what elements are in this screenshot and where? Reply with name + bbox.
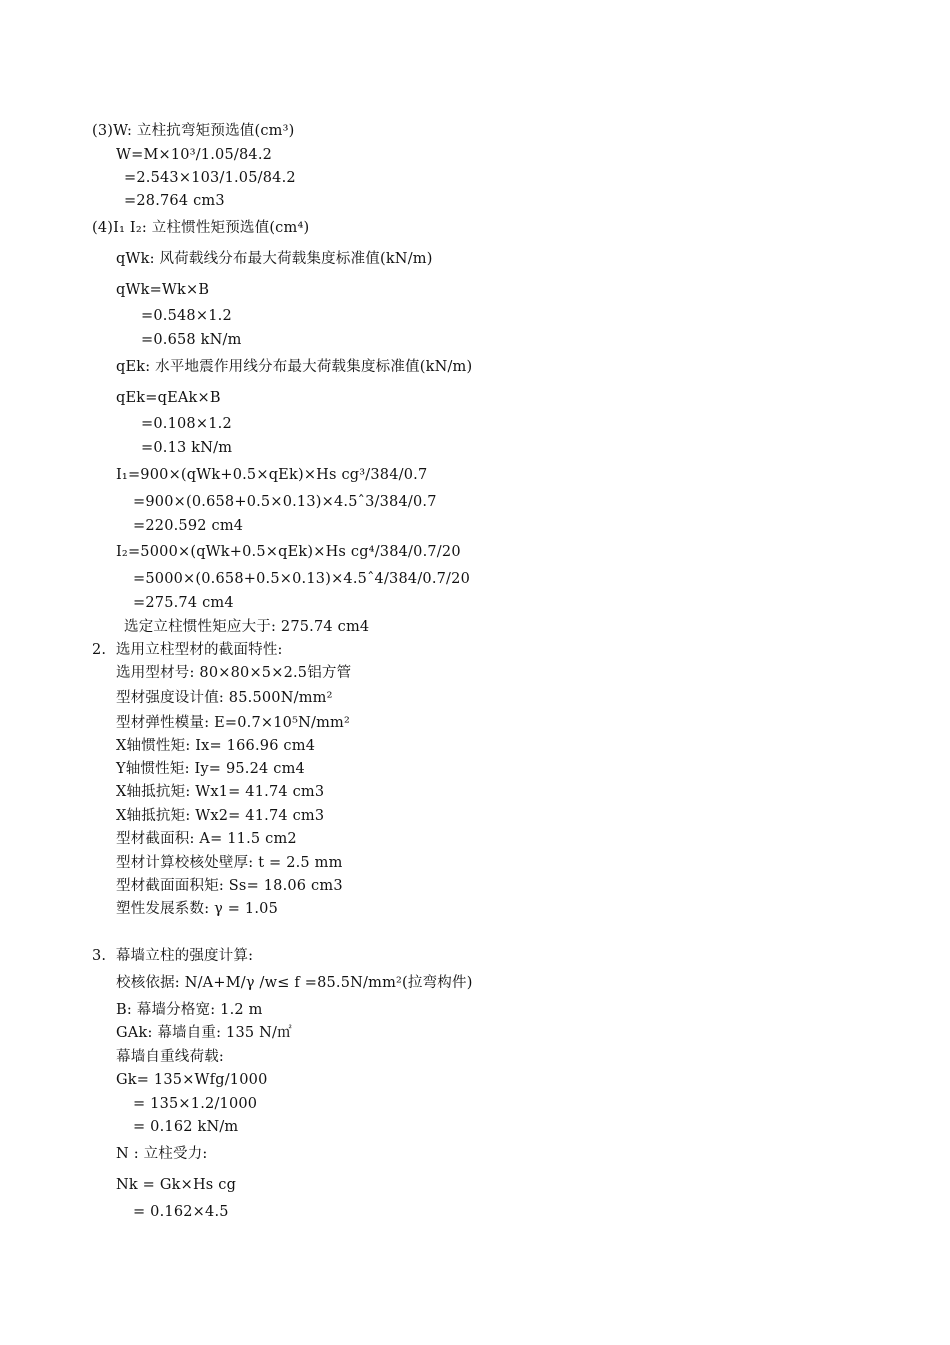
section-inertia-heading: (4)I₁ I₂: 立柱惯性矩预选值(cm⁴) xyxy=(92,220,310,236)
formula-line: I₁=900×(qWk+0.5×qEk)×Hs cg³/384/0.7 xyxy=(116,467,428,483)
check-basis-line: 校核依据: N/A+M/γ /w≤ f =85.5N/mm²(拉弯构件) xyxy=(116,975,473,991)
formula-line: =0.548×1.2 xyxy=(141,308,232,324)
formula-line: qEk=qEAk×B xyxy=(116,390,221,406)
formula-result: =220.592 cm4 xyxy=(133,518,244,534)
formula-result: =0.13 kN/m xyxy=(141,440,233,456)
property-line: 选用型材号: 80×80×5×2.5铝方管 xyxy=(116,665,352,681)
property-line: X轴惯性矩: Ix= 166.96 cm4 xyxy=(116,738,316,754)
formula-result: = 0.162 kN/m xyxy=(133,1119,239,1135)
definition-line: qWk: 风荷载线分布最大荷载集度标准值(kN/m) xyxy=(116,251,433,267)
conclusion-line: 选定立柱惯性矩应大于: 275.74 cm4 xyxy=(124,619,370,635)
parameter-line: B: 幕墙分格宽: 1.2 m xyxy=(116,1002,263,1018)
formula-line: =900×(0.658+0.5×0.13)×4.5ˆ3/384/0.7 xyxy=(133,494,437,510)
property-line: 型材计算校核处壁厚: t = 2.5 mm xyxy=(116,855,343,871)
property-line: 型材截面面积矩: Ss= 18.06 cm3 xyxy=(116,878,343,894)
formula-line: = 0.162×4.5 xyxy=(133,1204,229,1220)
property-line: X轴抵抗矩: Wx2= 41.74 cm3 xyxy=(116,808,325,824)
formula-line: W=M×10³/1.05/84.2 xyxy=(116,147,273,163)
formula-line: =5000×(0.658+0.5×0.13)×4.5ˆ4/384/0.7/20 xyxy=(133,571,470,587)
formula-line: =0.108×1.2 xyxy=(141,416,232,432)
formula-line: qWk=Wk×B xyxy=(116,282,210,298)
definition-line: qEk: 水平地震作用线分布最大荷载集度标准值(kN/m) xyxy=(116,359,473,375)
formula-result: =28.764 cm3 xyxy=(124,193,225,209)
property-line: Y轴惯性矩: Iy= 95.24 cm4 xyxy=(116,761,305,777)
formula-line: Gk= 135×Wfg/1000 xyxy=(116,1072,268,1088)
section-2-heading: 2. 选用立柱型材的截面特性: xyxy=(92,642,283,658)
property-line: 塑性发展系数: γ = 1.05 xyxy=(116,901,279,917)
property-line: 型材截面积: A= 11.5 cm2 xyxy=(116,831,297,847)
section-3-heading: 3. 幕墙立柱的强度计算: xyxy=(92,948,254,964)
property-line: 型材强度设计值: 85.500N/mm² xyxy=(116,690,333,706)
formula-line: = 135×1.2/1000 xyxy=(133,1096,258,1112)
section-w-heading: (3)W: 立柱抗弯矩预选值(cm³) xyxy=(92,123,295,139)
formula-line: Nk = Gk×Hs cg xyxy=(116,1177,237,1193)
parameter-line: GAk: 幕墙自重: 135 N/㎡ xyxy=(116,1025,292,1041)
formula-line: I₂=5000×(qWk+0.5×qEk)×Hs cg⁴/384/0.7/20 xyxy=(116,544,461,560)
parameter-line: N : 立柱受力: xyxy=(116,1146,208,1162)
property-line: 型材弹性模量: E=0.7×10⁵N/mm² xyxy=(116,715,350,731)
parameter-line: 幕墙自重线荷载: xyxy=(116,1049,224,1065)
property-line: X轴抵抗矩: Wx1= 41.74 cm3 xyxy=(116,784,325,800)
formula-result: =275.74 cm4 xyxy=(133,595,234,611)
formula-result: =0.658 kN/m xyxy=(141,332,242,348)
formula-line: =2.543×103/1.05/84.2 xyxy=(124,170,296,186)
